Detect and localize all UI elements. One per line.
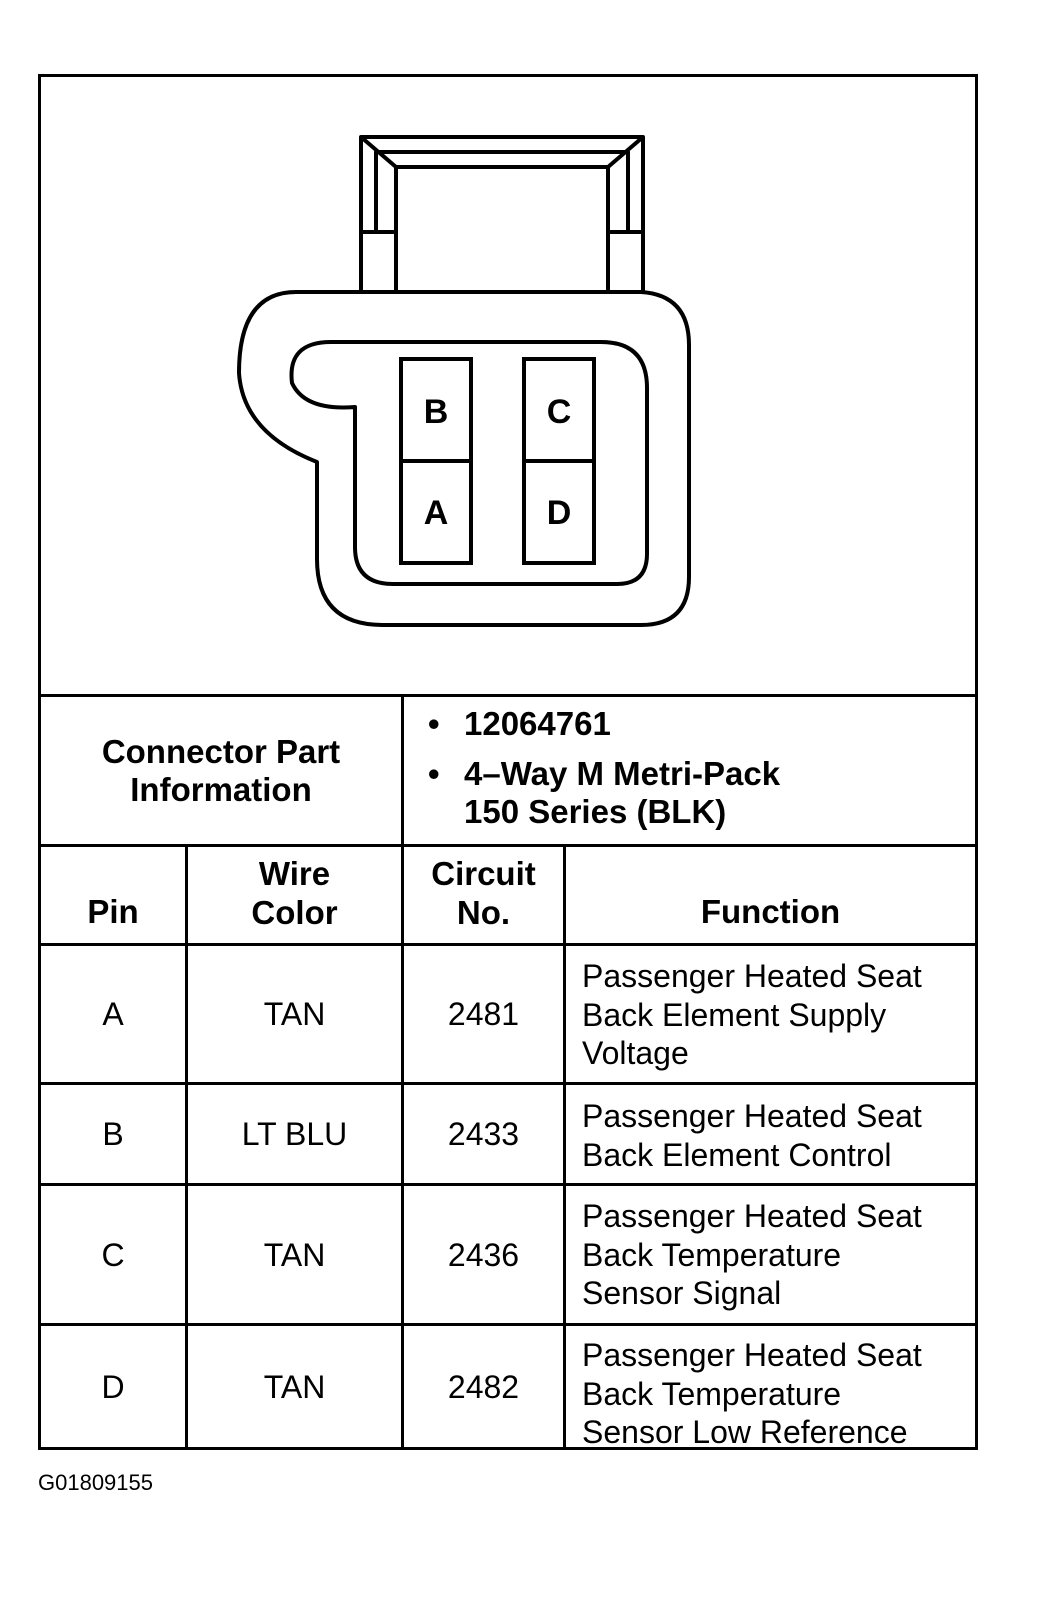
header-function: Function: [700, 893, 841, 930]
pin-label-b: B: [423, 393, 449, 431]
function-line: Passenger Heated Seat: [582, 1198, 922, 1234]
cell-circuit: 2481: [447, 996, 520, 1032]
cell-pin: D: [101, 1368, 125, 1405]
cell-wire-color: TAN: [263, 996, 326, 1032]
function-line: Back Element Control: [582, 1136, 892, 1173]
divider: [41, 1082, 975, 1085]
pin-label-d: D: [546, 494, 572, 532]
cell-function: [582, 1197, 922, 1313]
cell-wire-color: LT BLU: [241, 1116, 348, 1152]
function-line: Back Element Supply: [582, 996, 887, 1033]
header-wire-color-line2: Color: [251, 894, 338, 931]
function-line: Passenger Heated Seat: [582, 958, 922, 994]
cell-wire-color: TAN: [263, 1368, 326, 1405]
part-description-line2: 150 Series (BLK): [464, 793, 727, 830]
connector-drawing: [41, 77, 975, 694]
part-description-item: [428, 755, 781, 831]
cell-circuit: 2482: [447, 1368, 520, 1405]
cell-circuit: 2436: [447, 1236, 520, 1273]
figure-id: G01809155: [38, 1470, 153, 1495]
part-number-item: [428, 705, 611, 743]
header-wire-color: [188, 854, 401, 932]
cell-function: [582, 957, 922, 1073]
header-circuit-no: [404, 854, 563, 932]
function-line: Passenger Heated Seat: [582, 1098, 922, 1134]
divider: [41, 1323, 975, 1326]
function-line: Back Temperature: [582, 1375, 842, 1412]
header-wire-color-line1: Wire: [258, 855, 331, 892]
function-line: Sensor Signal: [582, 1275, 782, 1311]
pin-label-c: C: [546, 393, 572, 431]
cell-function: [582, 1097, 922, 1174]
divider: [41, 943, 975, 946]
part-description-line1: 4–Way M Metri-Pack: [464, 755, 781, 792]
cell-pin: B: [102, 1116, 124, 1152]
cell-function: [582, 1336, 922, 1452]
bullet-icon: •: [428, 755, 440, 792]
part-info-label: [41, 697, 401, 844]
part-info-label-line2: Information: [130, 770, 312, 808]
cell-pin: A: [102, 996, 124, 1032]
function-line: Sensor Low Reference: [582, 1414, 908, 1450]
header-pin: Pin: [87, 893, 139, 930]
cell-pin: C: [101, 1236, 125, 1273]
connector-info-frame: [38, 74, 978, 1450]
function-line: Back Temperature: [582, 1236, 842, 1273]
bullet-icon: •: [428, 705, 440, 742]
connector-latch: [361, 137, 643, 292]
part-info-values: [404, 697, 974, 844]
header-circuit-line2: No.: [456, 894, 511, 931]
header-circuit-line1: Circuit: [431, 855, 536, 892]
divider: [41, 1183, 975, 1186]
part-number: 12064761: [464, 705, 611, 742]
part-info-label-line1: Connector Part: [101, 732, 341, 770]
pin-label-a: A: [423, 494, 449, 532]
function-line: Passenger Heated Seat: [582, 1337, 922, 1373]
cell-circuit: 2433: [447, 1116, 520, 1152]
divider: [563, 844, 566, 1447]
function-line: Voltage: [582, 1035, 689, 1071]
divider: [41, 844, 975, 847]
cell-wire-color: TAN: [263, 1236, 326, 1273]
